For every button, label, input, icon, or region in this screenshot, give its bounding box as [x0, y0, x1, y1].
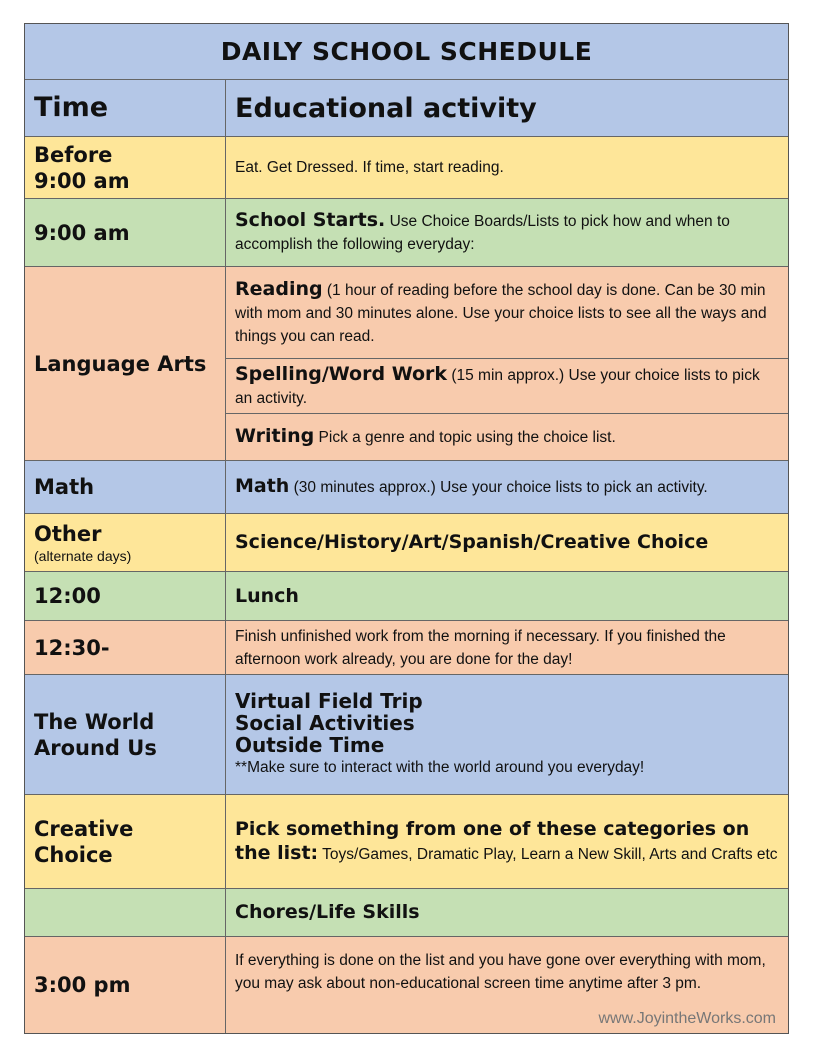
activity-cell: Eat. Get Dressed. If time, start reading.	[235, 159, 504, 176]
activity-cell-reading: Reading (1 hour of reading before the school day is done. Can be 30 min with mom and 30 minutes alone. Use your choice lists to see all the ways and things you can read.	[235, 277, 767, 345]
row-chores	[25, 889, 788, 937]
row-9am	[25, 199, 788, 267]
activity-cell: Pick something from one of these categories on the list: Toys/Games, Dramatic Play, Learn a New Skill, Arts and Crafts etc	[235, 817, 778, 864]
row-300pm	[25, 937, 788, 1033]
time-cell: Before 9:00 am	[25, 137, 226, 198]
time-cell: Math	[25, 461, 226, 513]
header-row	[25, 80, 788, 137]
schedule-title: DAILY SCHOOL SCHEDULE	[25, 24, 788, 80]
row-language-arts	[25, 267, 788, 461]
time-cell: 12:00	[25, 572, 226, 620]
time-cell: The World Around Us	[25, 675, 226, 794]
activity-cell: Math (30 minutes approx.) Use your choice lists to pick an activity.	[235, 475, 708, 497]
activity-cell: Finish unfinished work from the morning if necessary. If you finished the afternoon work already, you are done for the day!	[235, 627, 726, 668]
activity-cell: Chores/Life Skills	[235, 901, 420, 923]
activity-cell: Lunch	[235, 584, 299, 607]
activity-cell-writing: Writing Pick a genre and topic using the choice list.	[226, 413, 788, 460]
time-cell: 12:30-	[25, 621, 226, 674]
activity-cell: Virtual Field Trip Social Activities Outside Time **Make sure to interact with the world around you everyday!	[235, 689, 645, 776]
row-other	[25, 514, 788, 572]
time-cell: Other (alternate days)	[25, 514, 226, 571]
time-cell: 9:00 am	[25, 199, 226, 266]
row-before-9	[25, 137, 788, 199]
row-math	[25, 461, 788, 514]
time-cell	[25, 889, 226, 936]
row-world-around-us	[25, 675, 788, 795]
website-credit: www.JoyintheWorks.com	[598, 1010, 776, 1027]
activity-cell-spelling: Spelling/Word Work (15 min approx.) Use your choice lists to pick an activity.	[226, 358, 788, 413]
activity-cell: School Starts. Use Choice Boards/Lists to pick how and when to accomplish the following everyday:	[235, 209, 730, 253]
time-cell: Language Arts	[25, 267, 226, 460]
activity-cell: Science/History/Art/Spanish/Creative Choice	[235, 531, 709, 553]
time-header: Time	[25, 80, 226, 136]
row-1200	[25, 572, 788, 621]
time-cell: Creative Choice	[25, 795, 226, 888]
activity-cell: If everything is done on the list and you have gone over everything with mom, you may ask about non-educational screen time anytime after 3 pm.	[235, 952, 766, 992]
time-cell: 3:00 pm	[25, 937, 226, 1033]
schedule-table	[24, 23, 789, 1034]
row-creative-choice	[25, 795, 788, 889]
activity-header: Educational activity	[235, 92, 537, 124]
row-1230	[25, 621, 788, 675]
